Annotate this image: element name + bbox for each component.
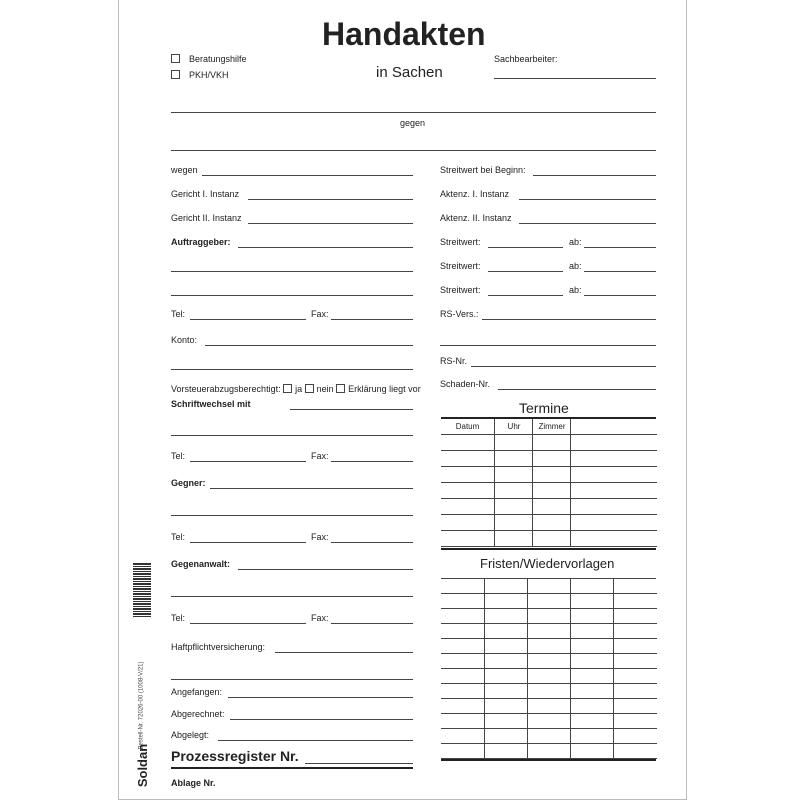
fill-line[interactable] — [488, 295, 563, 296]
table-cell[interactable] — [613, 744, 657, 759]
ab-label: ab: — [569, 285, 582, 295]
fill-line[interactable] — [190, 623, 306, 624]
table-cell[interactable] — [570, 531, 657, 547]
table-cell[interactable] — [494, 451, 533, 467]
ablage-label: Ablage Nr. — [171, 778, 216, 788]
prozessregister-label: Prozessregister Nr. — [171, 748, 299, 764]
table-cell[interactable] — [441, 579, 484, 594]
table-cell[interactable] — [527, 624, 571, 639]
fill-line[interactable] — [290, 409, 413, 410]
barcode — [133, 562, 151, 617]
table-cell[interactable] — [570, 451, 657, 467]
fill-line[interactable] — [238, 247, 413, 248]
haftpflicht-label: Haftpflichtversicherung: — [171, 642, 266, 652]
streitwert-label: Streitwert: — [440, 261, 481, 271]
table-cell[interactable] — [532, 467, 571, 483]
table-cell[interactable] — [484, 669, 528, 684]
table-cell[interactable] — [527, 594, 571, 609]
table-cell[interactable] — [570, 699, 614, 714]
table-cell[interactable] — [441, 467, 494, 483]
in-sachen-line[interactable] — [171, 112, 656, 113]
table-cell[interactable] — [494, 467, 533, 483]
table-cell[interactable] — [613, 699, 657, 714]
erklaerung-checkbox[interactable] — [336, 384, 345, 393]
konto-label: Konto: — [171, 335, 198, 345]
table-cell[interactable] — [484, 639, 528, 654]
fill-line[interactable] — [171, 596, 413, 597]
table-cell[interactable] — [441, 483, 494, 499]
table-cell[interactable] — [484, 579, 528, 594]
wegen-label: wegen — [171, 165, 198, 175]
fill-line[interactable] — [519, 199, 656, 200]
fax-label: Fax: — [311, 613, 329, 623]
fax-label: Fax: — [311, 309, 329, 319]
table-cell[interactable] — [484, 624, 528, 639]
table-cell[interactable] — [484, 744, 528, 759]
table-cell[interactable] — [613, 714, 657, 729]
table-cell[interactable] — [532, 435, 571, 451]
table-cell[interactable] — [441, 531, 494, 547]
table-cell[interactable] — [441, 744, 484, 759]
streitwert-label: Streitwert: — [440, 237, 481, 247]
tel-label: Tel: — [171, 613, 186, 623]
aktenz2-label: Aktenz. II. Instanz — [440, 213, 512, 223]
fill-line[interactable] — [190, 461, 306, 462]
table-cell[interactable] — [527, 639, 571, 654]
fill-line[interactable] — [331, 319, 413, 320]
table-cell[interactable] — [570, 594, 614, 609]
gericht1-label: Gericht I. Instanz — [171, 189, 240, 199]
fill-line[interactable] — [482, 319, 656, 320]
order-number: Bestell-Nr. 72026-00 (1008-V/21) — [138, 661, 145, 750]
fill-line[interactable] — [218, 740, 413, 741]
table-cell[interactable] — [484, 594, 528, 609]
fill-line[interactable] — [584, 247, 656, 248]
table-cell[interactable] — [494, 499, 533, 515]
table-cell[interactable] — [570, 639, 614, 654]
table-cell[interactable] — [441, 654, 484, 669]
table-cell[interactable] — [494, 515, 533, 531]
table-cell[interactable] — [484, 609, 528, 624]
table-cell[interactable] — [494, 483, 533, 499]
table-cell[interactable] — [532, 483, 571, 499]
form-title: Handakten — [322, 16, 486, 52]
table-cell[interactable] — [613, 654, 657, 669]
gegen-label: gegen — [400, 118, 426, 128]
gegenanwalt-label: Gegenanwalt: — [171, 559, 231, 569]
angefangen-label: Angefangen: — [171, 687, 223, 697]
table-cell[interactable] — [484, 729, 528, 744]
in-sachen-label: in Sachen — [376, 64, 443, 81]
fill-line[interactable] — [488, 247, 563, 248]
table-cell[interactable] — [441, 669, 484, 684]
fill-line[interactable] — [471, 366, 656, 367]
table-cell[interactable] — [441, 594, 484, 609]
tel-label: Tel: — [171, 451, 186, 461]
table-cell[interactable] — [527, 609, 571, 624]
vorsteuer-row: Vorsteuerabzugsberechtigt: ja nein Erklärung liegt vor — [171, 384, 421, 394]
fill-line[interactable] — [440, 345, 656, 346]
table-cell[interactable] — [527, 744, 571, 759]
fill-line[interactable] — [331, 461, 413, 462]
table-cell[interactable] — [613, 639, 657, 654]
fill-line[interactable] — [533, 175, 656, 176]
streitwert-label: Streitwert: — [440, 285, 481, 295]
fill-line[interactable] — [171, 515, 413, 516]
gericht2-label: Gericht II. Instanz — [171, 213, 242, 223]
brand-logo: Soldan — [135, 743, 151, 788]
table-cell[interactable] — [484, 714, 528, 729]
table-cell[interactable] — [570, 515, 657, 531]
table-cell[interactable] — [570, 483, 657, 499]
fill-line[interactable] — [190, 542, 306, 543]
ja-checkbox[interactable] — [283, 384, 292, 393]
table-cell[interactable] — [441, 515, 494, 531]
schriftwechsel-label: Schriftwechsel mit — [171, 399, 251, 409]
fax-label: Fax: — [311, 451, 329, 461]
ab-label: ab: — [569, 237, 582, 247]
fill-line[interactable] — [202, 175, 413, 176]
streitwert-beginn-label: Streitwert bei Beginn: — [440, 165, 526, 175]
option-beratungshilfe[interactable]: Beratungshilfe — [171, 54, 247, 65]
rs-vers-label: RS-Vers.: — [440, 309, 479, 319]
table-cell[interactable] — [484, 699, 528, 714]
tel-label: Tel: — [171, 532, 186, 542]
table-cell[interactable] — [613, 729, 657, 744]
table-cell[interactable] — [532, 515, 571, 531]
ab-label: ab: — [569, 261, 582, 271]
table-cell[interactable] — [441, 714, 484, 729]
table-cell[interactable] — [441, 699, 484, 714]
table-cell[interactable] — [570, 684, 614, 699]
table-header-cell — [570, 419, 657, 435]
fill-line[interactable] — [228, 697, 413, 698]
table-cell[interactable] — [570, 654, 614, 669]
table-cell[interactable] — [527, 684, 571, 699]
table-cell[interactable] — [484, 654, 528, 669]
fill-line[interactable] — [275, 652, 413, 653]
termine-table — [441, 417, 656, 550]
table-cell[interactable] — [441, 451, 494, 467]
table-cell[interactable] — [570, 467, 657, 483]
table-cell[interactable] — [527, 699, 571, 714]
gegner-label: Gegner: — [171, 478, 206, 488]
tel-label: Tel: — [171, 309, 186, 319]
fill-line[interactable] — [190, 319, 306, 320]
table-cell[interactable] — [570, 624, 614, 639]
fill-line[interactable] — [171, 271, 413, 272]
termine-title: Termine — [519, 400, 569, 416]
table-cell[interactable] — [570, 669, 614, 684]
fristen-title: Fristen/Wiedervorlagen — [480, 556, 615, 571]
aktenz1-label: Aktenz. I. Instanz — [440, 189, 510, 199]
table-cell[interactable] — [441, 499, 494, 515]
fill-line[interactable] — [331, 542, 413, 543]
fill-line[interactable] — [171, 369, 413, 370]
schaden-nr-label: Schaden-Nr. — [440, 379, 491, 389]
rs-nr-label: RS-Nr. — [440, 356, 467, 366]
fill-line[interactable] — [498, 389, 656, 390]
table-cell[interactable] — [441, 729, 484, 744]
table-cell[interactable] — [441, 624, 484, 639]
fill-line[interactable] — [584, 295, 656, 296]
table-cell[interactable] — [527, 669, 571, 684]
table-cell[interactable] — [441, 639, 484, 654]
sachbearbeiter-label: Sachbearbeiter: — [494, 54, 558, 64]
table-header-cell: Datum — [441, 419, 494, 435]
table-cell[interactable] — [527, 579, 571, 594]
table-cell[interactable] — [494, 435, 533, 451]
table-cell[interactable] — [484, 684, 528, 699]
fill-line[interactable] — [205, 345, 413, 346]
option-pkh-vkh[interactable]: PKH/VKH — [171, 70, 229, 81]
table-cell[interactable] — [613, 684, 657, 699]
abgerechnet-label: Abgerechnet: — [171, 709, 225, 719]
table-header-cell: Zimmer — [532, 419, 571, 435]
fill-line[interactable] — [248, 223, 413, 224]
fill-line[interactable] — [488, 271, 563, 272]
table-cell[interactable] — [532, 499, 571, 515]
fill-line[interactable] — [171, 679, 413, 680]
fill-line[interactable] — [171, 435, 413, 436]
fill-line[interactable] — [248, 199, 413, 200]
table-cell[interactable] — [570, 579, 614, 594]
table-cell[interactable] — [532, 531, 571, 547]
table-cell[interactable] — [613, 594, 657, 609]
fill-line[interactable] — [238, 569, 413, 570]
table-cell[interactable] — [527, 729, 571, 744]
gegen-line[interactable] — [171, 150, 656, 151]
table-cell[interactable] — [570, 729, 614, 744]
table-cell[interactable] — [494, 531, 533, 547]
fristen-table — [441, 578, 656, 761]
table-cell[interactable] — [613, 609, 657, 624]
fill-line[interactable] — [584, 271, 656, 272]
table-cell[interactable] — [613, 669, 657, 684]
fax-label: Fax: — [311, 532, 329, 542]
table-cell[interactable] — [441, 435, 494, 451]
table-cell[interactable] — [570, 744, 614, 759]
abgelegt-label: Abgelegt: — [171, 730, 210, 740]
fill-line[interactable] — [171, 295, 413, 296]
table-cell[interactable] — [441, 609, 484, 624]
table-cell[interactable] — [570, 499, 657, 515]
table-cell[interactable] — [613, 624, 657, 639]
auftraggeber-label: Auftraggeber: — [171, 237, 231, 247]
table-cell[interactable] — [527, 714, 571, 729]
table-cell[interactable] — [570, 609, 614, 624]
table-header-cell: Uhr — [494, 419, 533, 435]
table-cell[interactable] — [527, 654, 571, 669]
nein-checkbox[interactable] — [305, 384, 314, 393]
table-cell[interactable] — [441, 684, 484, 699]
fill-line[interactable] — [230, 719, 413, 720]
fill-line[interactable] — [210, 488, 413, 489]
table-cell[interactable] — [613, 579, 657, 594]
fill-line[interactable] — [519, 223, 656, 224]
table-cell[interactable] — [570, 714, 614, 729]
fill-line[interactable] — [331, 623, 413, 624]
table-cell[interactable] — [532, 451, 571, 467]
table-cell[interactable] — [570, 435, 657, 451]
